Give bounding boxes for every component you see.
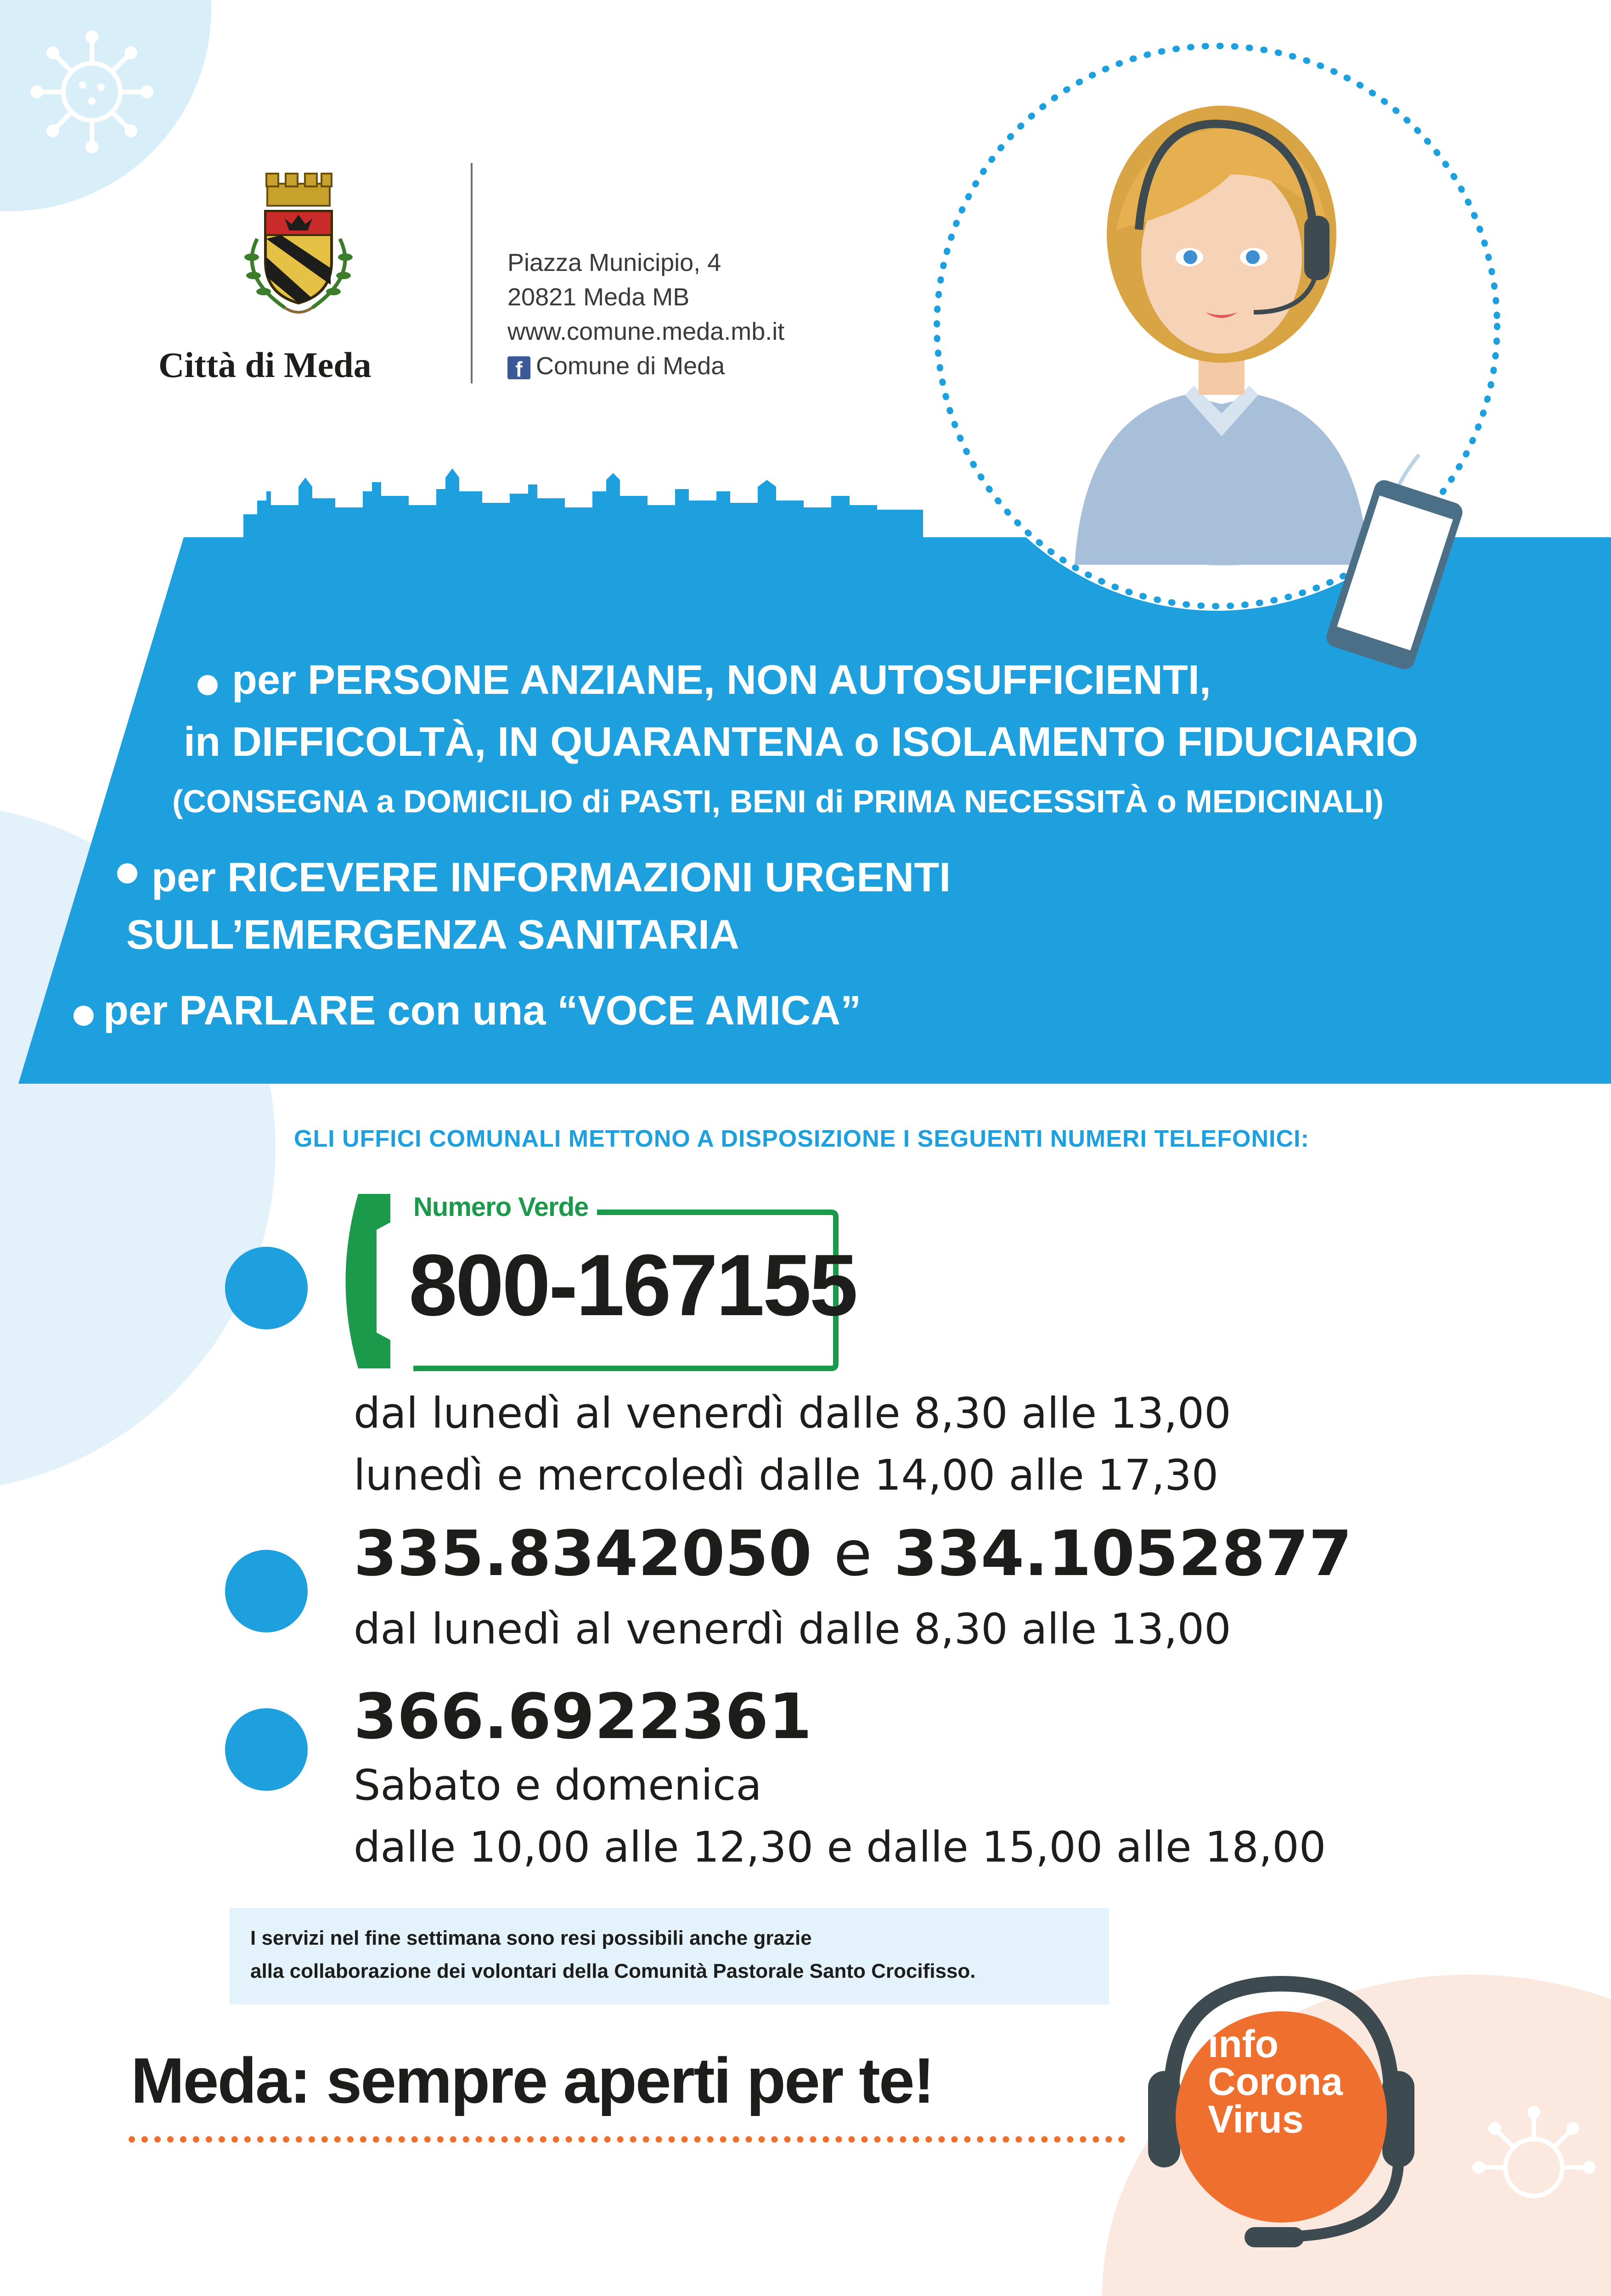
facebook-link[interactable] bbox=[507, 349, 784, 383]
hours-line: dal lunedì al venerdì dalle 8,30 alle 13,00 bbox=[354, 1389, 1231, 1438]
weekend-number[interactable]: 366.6922361 bbox=[354, 1681, 812, 1753]
phone-handset-icon bbox=[340, 1189, 395, 1373]
virus-icon bbox=[1460, 2094, 1607, 2241]
hours-line: Sabato e domenica bbox=[354, 1761, 762, 1810]
city-name: Città di Meda bbox=[158, 345, 372, 385]
facebook-icon: f bbox=[507, 356, 530, 379]
facebook-label: Comune di Meda bbox=[536, 352, 725, 380]
bullet-dot bbox=[117, 863, 137, 884]
virus-icon bbox=[18, 18, 165, 165]
service-elderly-line2: in DIFFICOLTÀ, IN QUARANTENA o ISOLAMENTO FIDUCIARIO bbox=[184, 719, 1419, 765]
website-link[interactable]: www.comune.meda.mb.it bbox=[507, 318, 785, 345]
mobile-hours: dal lunedì al venerdì dalle 8,30 alle 13,00 bbox=[354, 1604, 1231, 1654]
bullet-dot bbox=[225, 1550, 308, 1632]
bullet-dot bbox=[197, 675, 218, 695]
phone-numbers-intro: GLI UFFICI COMUNALI METTONO A DISPOSIZIONE I SEGUENTI NUMERI TELEFONICI: bbox=[294, 1125, 1309, 1152]
badge-line: Corona bbox=[1208, 2060, 1343, 2103]
note-line: I servizi nel fine settimana sono resi possibili anche grazie bbox=[250, 1927, 812, 1949]
service-elderly-note: (CONSEGNA a DOMICILIO di PASTI, BENI di PRIMA NECESSITÀ o MEDICINALI) bbox=[172, 783, 1384, 819]
bullet-dot bbox=[225, 1708, 308, 1791]
numero-verde-label: Numero Verde bbox=[413, 1192, 589, 1222]
numero-verde-number[interactable]: 800-167155 bbox=[409, 1237, 856, 1334]
numero-verde-hours bbox=[354, 1382, 1231, 1506]
badge-line: info bbox=[1208, 2022, 1279, 2065]
mobile-numbers bbox=[354, 1518, 1352, 1590]
city-coat-of-arms-logo bbox=[230, 170, 367, 326]
slogan: Meda: sempre aperti per te! bbox=[131, 2044, 934, 2116]
service-info-line1: per RICEVERE INFORMAZIONI URGENTI bbox=[152, 855, 951, 900]
mobile-number-b[interactable]: 334.1052877 bbox=[894, 1518, 1352, 1590]
mobile-join: e bbox=[834, 1518, 872, 1590]
mobile-number-a[interactable]: 335.8342050 bbox=[354, 1518, 812, 1590]
hours-line: lunedì e mercoledì dalle 14,00 alle 17,30 bbox=[354, 1451, 1219, 1500]
bullet-dot bbox=[73, 1006, 94, 1026]
weekend-hours bbox=[354, 1754, 1326, 1878]
dotted-underline bbox=[129, 2136, 1125, 2143]
weekend-volunteer-note bbox=[230, 1908, 1109, 2004]
service-elderly-line1: per PERSONE ANZIANE, NON AUTOSUFFICIENTI, bbox=[232, 657, 1211, 703]
bullet-dot bbox=[225, 1247, 308, 1329]
badge-line: Virus bbox=[1208, 2098, 1304, 2141]
address-block bbox=[507, 246, 784, 383]
hours-line: dalle 10,00 alle 12,30 e dalle 15,00 alle 18,00 bbox=[354, 1823, 1326, 1872]
address-street: Piazza Municipio, 4 bbox=[507, 249, 721, 276]
header-divider bbox=[471, 163, 473, 383]
info-corona-virus-badge bbox=[1208, 2022, 1343, 2141]
address-city: 20821 Meda MB bbox=[507, 283, 690, 311]
note-line: alla collaborazione dei volontari della Comunità Pastorale Santo Crocifisso. bbox=[250, 1960, 976, 1982]
service-info-line2: SULL’EMERGENZA SANITARIA bbox=[126, 912, 740, 958]
service-friendly-voice: per PARLARE con una “VOCE AMICA” bbox=[103, 988, 862, 1034]
operator-illustration bbox=[900, 37, 1566, 703]
